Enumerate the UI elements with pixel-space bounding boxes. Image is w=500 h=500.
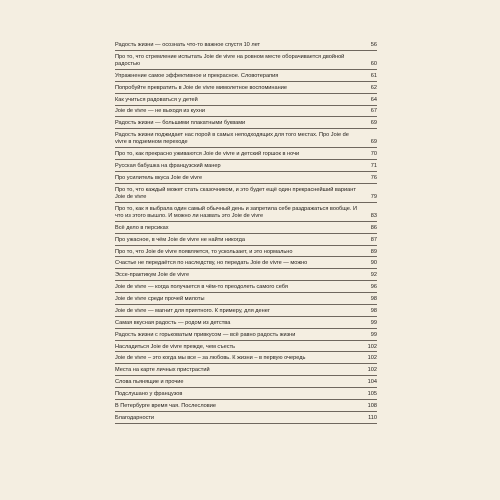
toc-entry [115, 187, 377, 203]
toc-entry [115, 237, 377, 246]
toc-entry-title: Счастье не передаётся по наследству, но передать Joie de vivre — можно [115, 260, 308, 267]
toc-entry [115, 206, 377, 222]
toc-entry-page: 67 [370, 108, 377, 115]
toc-entry [115, 367, 377, 376]
toc-entry [115, 272, 377, 281]
toc-entry-page: 102 [367, 343, 377, 350]
toc-entry [115, 260, 377, 269]
toc-entry [115, 308, 377, 317]
toc-entry-title: Эссе-практикум Joie de vivre [115, 272, 190, 279]
toc-entry [115, 344, 377, 353]
toc-entry [115, 225, 377, 234]
toc-entry-page: 62 [370, 84, 377, 91]
toc-entry-page: 87 [370, 236, 377, 243]
toc-entry-page: 99 [370, 331, 377, 338]
toc-entry-page: 110 [368, 414, 377, 421]
toc-entry-page: 56 [370, 42, 377, 48]
toc-entry [115, 284, 377, 293]
toc-entry-page: 108 [367, 402, 377, 409]
toc-entry-page: 61 [370, 72, 377, 79]
toc-entry-page: 89 [370, 248, 377, 255]
toc-entry-title: Благодарности [115, 414, 155, 421]
toc-entry-page: 69 [370, 139, 377, 146]
toc-entry [115, 249, 377, 258]
toc-entry-title: Про ужасное, в чём Joie de vivre не найти никогда [115, 236, 245, 243]
toc-entry-title: Про то, что стремление испытать Joie de vivre на ровном месте оборачивается двойной радостью [115, 53, 345, 67]
table-of-contents [115, 42, 377, 427]
toc-entry-title: Подслушано у французов [115, 391, 183, 397]
toc-entry-title: Про то, как прекрасно уживаются Joie de vivre и детский горшок в ночи [115, 151, 300, 158]
toc-entry-title: Слова пьянящие и прочие [115, 379, 184, 386]
toc-entry-page: 76 [370, 174, 377, 181]
toc-entry-title: Упражнение самое эффективное и прекрасное. Словотерапия [115, 72, 279, 79]
toc-entry-title: Как учиться радоваться у детей [115, 96, 198, 103]
toc-entry-title: Joie de vivre – это когда мы все – за любовь. К жизни – в первую очередь [115, 355, 306, 362]
toc-entry-title: Всё дело в персиках [115, 224, 169, 231]
toc-entry [115, 132, 377, 148]
toc-entry-title: Места на карте личных пристрастий [115, 367, 210, 374]
toc-entry-page: 96 [370, 284, 377, 291]
toc-entry [115, 403, 377, 412]
toc-entry-page: 83 [370, 212, 377, 219]
toc-entry-page: 105 [367, 391, 377, 397]
toc-entry-title: Насладиться Joie de vivre прежде, чем съесть [115, 343, 236, 350]
toc-entry-page: 102 [367, 367, 377, 374]
toc-entry [115, 320, 377, 329]
toc-entry [115, 108, 377, 117]
toc-entry [115, 85, 377, 94]
toc-entry-title: Русская бабушка на французский манер [115, 163, 221, 170]
toc-entry-page: 64 [370, 96, 377, 103]
toc-entry-title: Самая вкусная радость — родом из детства [115, 319, 231, 326]
toc-entry-title: Радость жизни поджидает нас порой в самых неподходящих для того местах. Про Joie de vivre в подземном переходе [115, 132, 349, 146]
toc-entry-title: Joie de vivre — магнит для приятного. К примеру, для денег [115, 307, 270, 314]
toc-entry-title: Радость жизни с горьковатым привкусом — всё равно радость жизни [115, 331, 296, 338]
toc-entry-title: Радость жизни — большими плакатными буквами [115, 120, 246, 127]
toc-entry [115, 120, 377, 129]
toc-entry-title: Joie de vivre — когда получается в чём-то преодолеть самого себя [115, 284, 288, 291]
toc-entry-page: 71 [370, 163, 377, 170]
toc-entry-title: Joie de vivre среди прочей милоты [115, 296, 205, 302]
toc-entry-page: 98 [370, 296, 377, 302]
toc-entry-page: 92 [370, 272, 377, 279]
toc-entry-title: Попробуйте превратить в Joie de vivre мимолетное воспоминание [115, 84, 287, 91]
toc-entry-page: 79 [370, 193, 377, 200]
toc-entry [115, 97, 377, 106]
toc-entry-page: 98 [370, 307, 377, 314]
toc-entry-title: В Петербурге время чая. Послесловие [115, 402, 216, 409]
toc-entry-page: 70 [370, 151, 377, 158]
toc-entry-title: Про то, что Joie de vivre появляется, то ускользает, и это нормально [115, 248, 293, 255]
toc-entry-title: Joie de vivre — не выходя из кухни [115, 108, 205, 115]
toc-entry [115, 391, 377, 400]
toc-entry-title: Про усилитель вкуса Joie de vivre [115, 174, 203, 181]
toc-entry [115, 151, 377, 160]
toc-entry [115, 175, 377, 184]
toc-entry-page: 102 [367, 355, 377, 362]
toc-entry [115, 415, 377, 424]
toc-entry-page: 99 [370, 319, 377, 326]
toc-entry-page: 60 [370, 60, 377, 67]
toc-entry-title: Про то, что каждый может стать сказочником, и это будет ещё один прекраснейший вариант Joie de vivre [115, 186, 356, 200]
toc-entry-page: 90 [370, 260, 377, 267]
toc-entry [115, 332, 377, 341]
toc-entry-page: 69 [370, 120, 377, 127]
toc-entry-page: 86 [370, 224, 377, 231]
toc-entry [115, 379, 377, 388]
toc-entry [115, 296, 377, 305]
toc-entry [115, 54, 377, 70]
toc-entry-page: 104 [367, 379, 377, 386]
toc-entry [115, 355, 377, 364]
toc-entry [115, 42, 377, 51]
toc-entry-title: Про то, как я выбрала один самый обычный день и запретила себе раздражаться вообще. И что из этого вышло. И можно ли назвать это Joie de vivre [115, 205, 358, 219]
toc-entry [115, 73, 377, 82]
toc-entry [115, 163, 377, 172]
toc-entry-title: Радость жизни — осознать что-то важное спустя 10 лет [115, 42, 261, 48]
